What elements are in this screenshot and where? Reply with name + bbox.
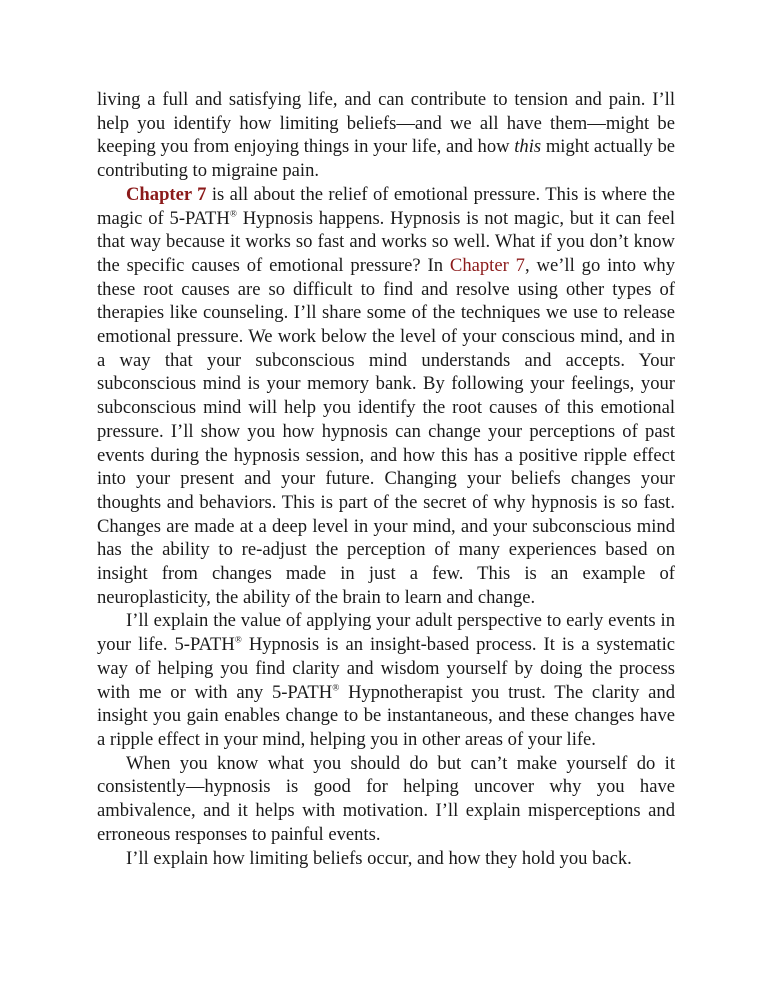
registered-mark: ®: [332, 683, 340, 694]
paragraph-adult-perspective: [97, 609, 675, 751]
text-run: Hypnosis happens. Hypnosis is not magic, but it can feel that way because it works so fast and works so well. What if you don’t know the specific causes of emotional pressure? In: [97, 207, 675, 276]
paragraph-ambivalence: [97, 752, 675, 847]
paragraph-limiting-beliefs-occur: [97, 847, 675, 871]
text-run: I’ll explain the value of applying your adult perspective to early events in your life. 5-PATH: [97, 610, 675, 656]
text-run: When you know what you should do but can’t make yourself do it consistently—hypnosis is good for helping uncover why you have ambivalence, and it helps with motivation. I’ll explain misperceptions and erroneous responses to painful events.: [97, 752, 675, 845]
text-run: I’ll explain how limiting beliefs occur, and how they hold you back.: [126, 847, 632, 869]
document-page: [97, 88, 675, 870]
text-run: might actually be contributing to migraine pain.: [97, 136, 676, 182]
text-run: living a full and satisfying life, and can contribute to tension and pain. I’ll help you identify how limiting beliefs—and we all have them—might be keeping you from enjoying things in your life, and how: [97, 89, 675, 158]
registered-mark: ®: [234, 635, 242, 646]
text-run: Hypnotherapist you trust. The clarity and insight you gain enables change to be instantaneous, and these changes have a ripple effect in your mind, helping you in other areas of your life.: [97, 681, 675, 750]
chapter-7-heading-ref[interactable]: Chapter 7: [126, 183, 207, 205]
text-run: Hypnosis is an insight-based process. It is a systematic way of helping you find clarity and wisdom yourself by doing the process with me or with any 5-PATH: [97, 634, 675, 703]
paragraph-chapter-7: [97, 183, 675, 610]
chapter-7-link[interactable]: Chapter 7: [449, 254, 525, 276]
text-run: is all about the relief of emotional pressure. This is where the magic of 5-PATH: [97, 183, 675, 229]
emphasis-this: this: [514, 136, 542, 158]
text-run: , we’ll go into why these root causes are so difficult to find and resolve using other types of therapies like counseling. I’ll share some of the techniques we use to release emotional pressure. We work below the level of your conscious mind, and in a way that your subconscious mind understands and accepts. Your subconscious mind is your memory bank. By following your feelings, your subconscious mind will help you identify the root causes of this emotional pressure. I’ll show you how hypnosis can change your perceptions of past events during the hypnosis session, and how this has a positive ripple effect into your present and your future. Changing your beliefs changes your thoughts and behaviors. This is part of the secret of why hypnosis is so fast. Changes are made at a deep level in your mind, and your subconscious mind has the ability to re-adjust the perception of many experiences based on insight from changes made in just a few. This is an example of neuroplasticity, the ability of the brain to learn and change.: [97, 254, 675, 608]
registered-mark: ®: [229, 209, 237, 220]
paragraph-limiting-beliefs-intro: [97, 88, 675, 183]
